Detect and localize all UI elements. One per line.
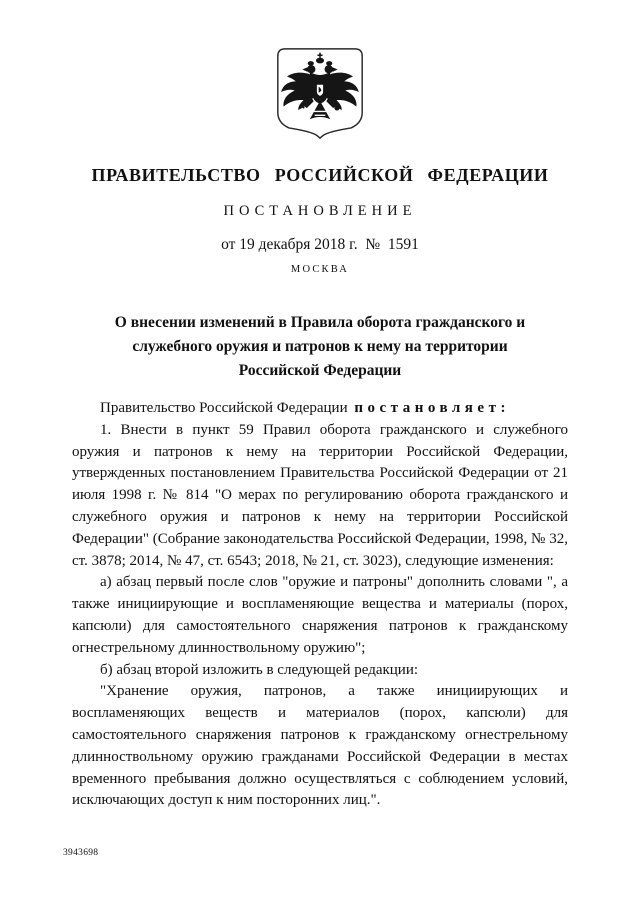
body-paragraph-2: а) абзац первый после слов "оружие и патроны" дополнить словами ", а также инициирующие и воспламеняющие вещества и материалы (порох, капсюли) для самостоятельного снаряжения патронов к гражданскому огнестрельному длинноствольному оружию"; [72,574,568,656]
preamble-paragraph [72,398,568,420]
russian-coat-of-arms-icon [272,46,369,140]
date-and-number-line: от 19 декабря 2018 г. № 1591 [221,236,419,253]
city-label: МОСКВА [290,264,350,275]
preamble-verb: постановляет: [354,400,510,416]
body-paragraph-4: "Хранение оружия, патронов, а также инициирующих и воспламеняющих веществ и материалов (порох, капсюли) для самостоятельного снаряжения патронов к гражданскому огнестрельному длинноствольному оружию гражданами Российской Федерации в местах временного пребывания должно осуществляться с соблюдением условий, исключающих доступ к ним посторонних лиц.". [72,683,568,809]
government-org-name: ПРАВИТЕЛЬСТВО РОССИЙСКОЙ ФЕДЕРАЦИИ [91,165,549,185]
document-code: 3943698 [63,848,99,858]
body-paragraph-1: 1. Внести в пункт 59 Правил оборота гражданского и служебного оружия и патронов к нему на территории Российской Федерации, утвержденных постановлением Правительства Российской Федерации от 21 июля 1998 г. № 814 "О мерах по регулированию оборота гражданского и служебного оружия и патронов к нему на территории Российской Федерации" (Собрание законодательства Российской Федерации, 1998, № 32, ст. 3878; 2014, № 47, ст. 6543; 2018, № 21, ст. 3023), следующие изменения: [72,421,568,569]
body-paragraph-3: б) абзац второй изложить в следующей редакции: [100,661,419,678]
document-body [72,398,568,812]
document-title: О внесении изменений в Правила оборота гражданского и служебного оружия и патронов к нему на территории Российской Федерации [114,314,526,379]
preamble-lead: Правительство Российской Федерации [100,400,348,416]
document-type-heading: ПОСТАНОВЛЕНИЕ [223,203,417,219]
